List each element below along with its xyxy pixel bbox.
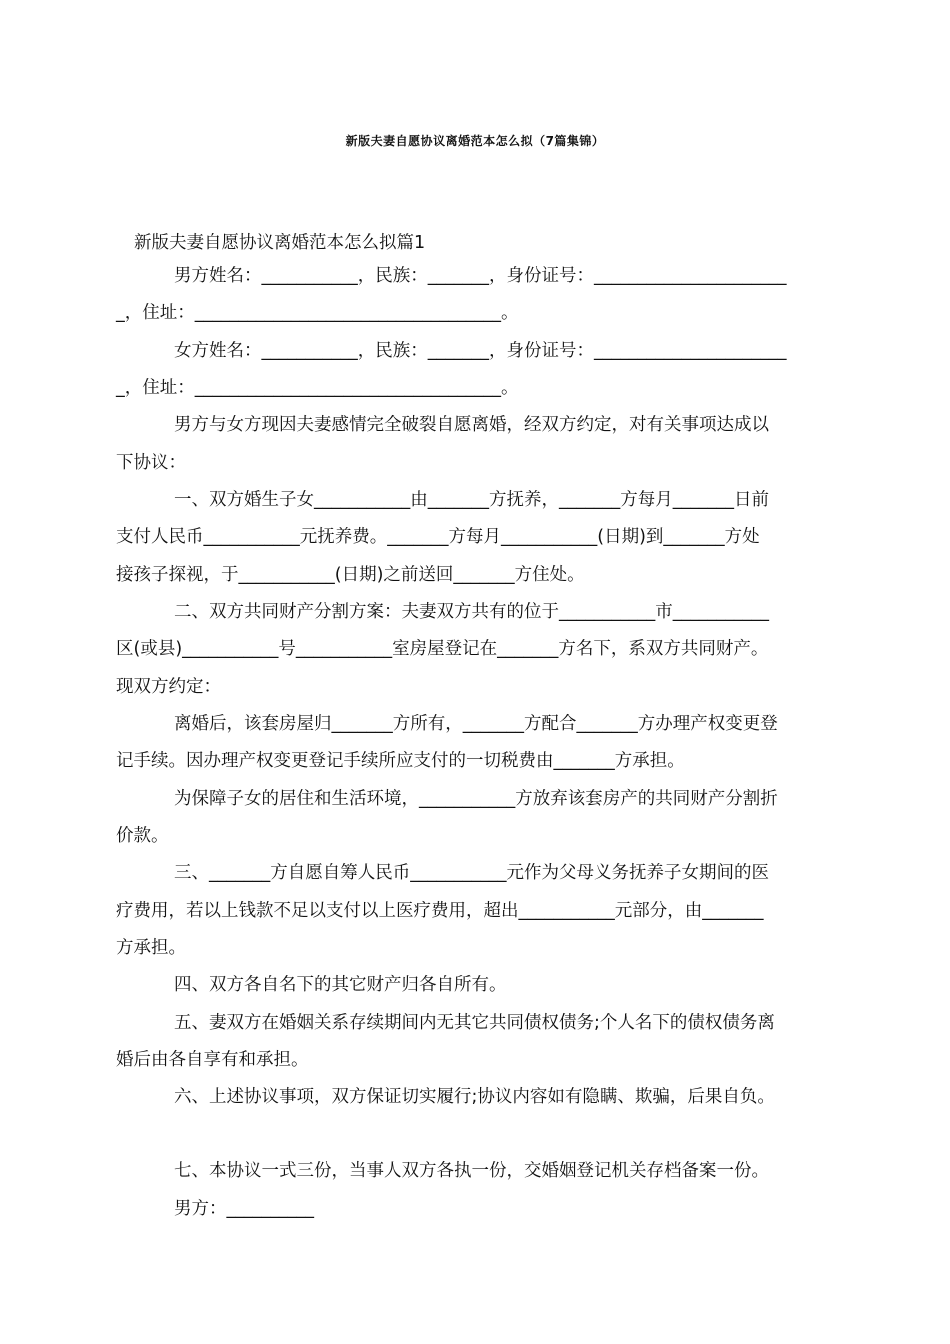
- paragraph-line: 男方姓名：___________，民族：_______，身份证号：______________________: [174, 266, 787, 286]
- paragraph-line: 区(或县)___________号___________室房屋登记在_______方名下，系双方共同财产。: [116, 639, 769, 659]
- paragraph-line: _，住址：___________________________________。: [116, 378, 519, 398]
- paragraph-line: 男方与女方现因夫妻感情完全破裂自愿离婚，经双方约定，对有关事项达成以: [174, 415, 769, 435]
- paragraph-line: 价款。: [116, 826, 169, 846]
- paragraph-line: 一、双方婚生子女___________由_______方抚养，_______方每月_______日前: [174, 490, 769, 510]
- paragraph-line: 三、_______方自愿自筹人民币___________元作为父母义务抚养子女期间的医: [174, 863, 769, 883]
- paragraph-line: 六、上述协议事项，双方保证切实履行;协议内容如有隐瞒、欺骗，后果自负。: [174, 1087, 775, 1107]
- paragraph-line: 支付人民币___________元抚养费。_______方每月___________(日期)到_______方处: [116, 527, 760, 547]
- paragraph-line: 记手续。因办理产权变更登记手续所应支付的一切税费由_______方承担。: [116, 751, 685, 771]
- paragraph-line: 女方姓名：___________，民族：_______，身份证号：______________________: [174, 341, 787, 361]
- paragraph-line: 为保障子女的居住和生活环境，___________方放弃该套房产的共同财产分割折: [174, 789, 778, 809]
- paragraph-line: 离婚后，该套房屋归_______方所有，_______方配合_______方办理产权变更登: [174, 714, 778, 734]
- paragraph-line: 现双方约定：: [116, 677, 221, 697]
- paragraph-line: 七、本协议一式三份，当事人双方各执一份，交婚姻登记机关存档备案一份。: [174, 1161, 769, 1181]
- paragraph-line: 婚后由各自享有和承担。: [116, 1050, 309, 1070]
- signature-line-husband: 男方：__________: [174, 1199, 314, 1219]
- section-heading: 新版夫妻自愿协议离婚范本怎么拟篇1: [134, 233, 426, 253]
- paragraph-line: 疗费用，若以上钱款不足以支付以上医疗费用，超出___________元部分，由_______: [116, 901, 764, 921]
- paragraph-line: 接孩子探视，于___________(日期)之前送回_______方住处。: [116, 565, 585, 585]
- paragraph-line: 二、双方共同财产分割方案：夫妻双方共有的位于___________市___________: [174, 602, 769, 622]
- paragraph-line: _，住址：___________________________________。: [116, 303, 519, 323]
- paragraph-line: 五、妻双方在婚姻关系存续期间内无其它共同债权债务;个人名下的债权债务离: [174, 1013, 775, 1033]
- paragraph-line: 方承担。: [116, 938, 186, 958]
- paragraph-line: 下协议：: [116, 453, 186, 473]
- document-title: 新版夫妻自愿协议离婚范本怎么拟（7篇集锦）: [345, 134, 605, 148]
- paragraph-line: 四、双方各自名下的其它财产归各自所有。: [174, 975, 507, 995]
